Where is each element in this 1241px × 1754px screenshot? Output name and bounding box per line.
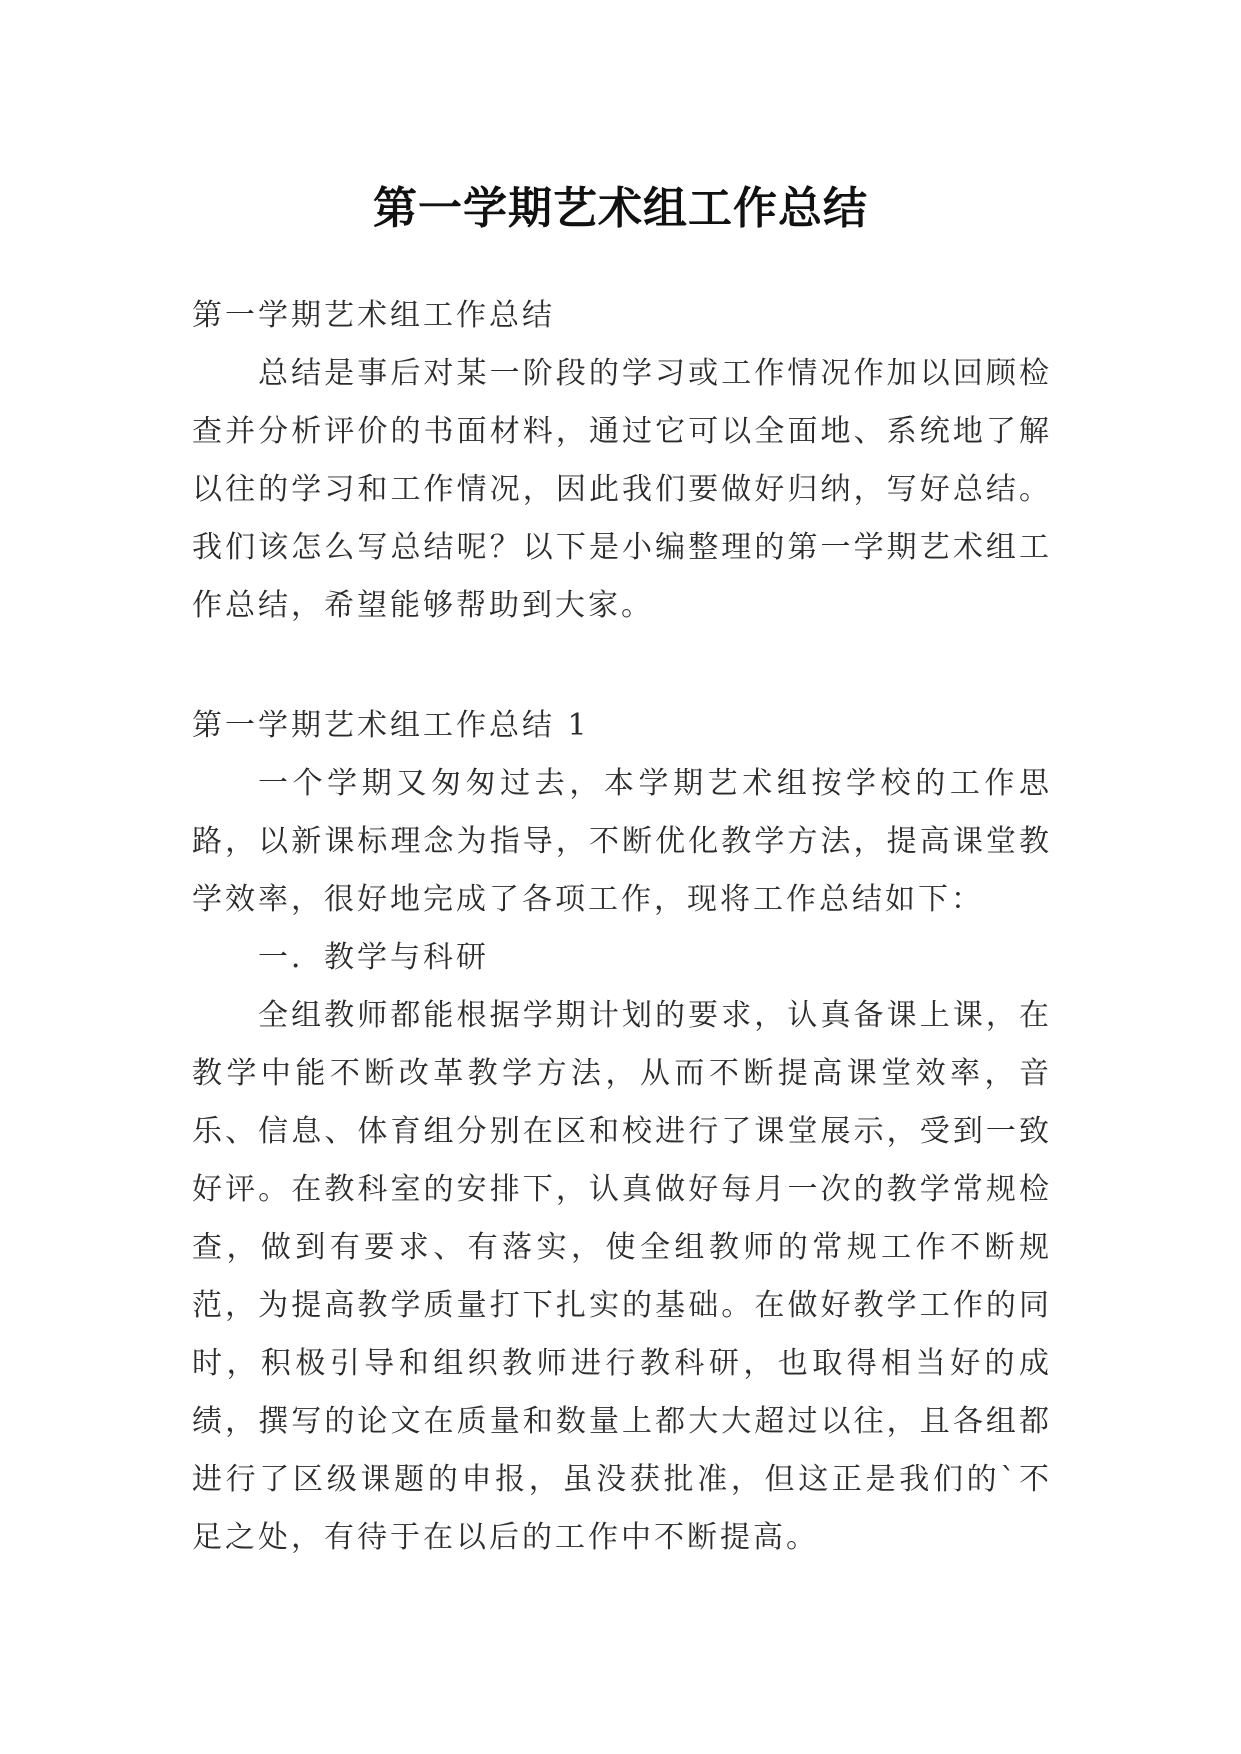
document-title: 第一学期艺术组工作总结 — [373, 183, 868, 235]
intro-section — [192, 287, 1052, 635]
intro-heading: 第一学期艺术组工作总结 — [192, 298, 555, 333]
section-1-heading: 第一学期艺术组工作总结 1 — [192, 708, 590, 743]
section-1-subheading: 一．教学与科研 — [258, 940, 489, 975]
section-1-paragraph-2: 全组教师都能根据学期计划的要求，认真备课上课，在教学中能不断改革教学方法，从而不断提高课堂效率，音乐、信息、体育组分别在区和校进行了课堂展示，受到一致好评。在教科室的安排下，认真做好每月一次的教学常规检查，做到有要求、有落实，使全组教师的常规工作不断规范，为提高教学质量打下扎实的基础。在做好教学工作的同时，积极引导和组织教师进行教科研，也取得相当好的成绩，撰写的论文在质量和数量上都大大超过以往，且各组都进行了区级课题的申报，虽没获批准，但这正是我们的`不足之处，有待于在以后的工作中不断提高。 — [192, 998, 1052, 1555]
section-1-paragraph-1: 一个学期又匆匆过去，本学期艺术组按学校的工作思路，以新课标理念为指导，不断优化教学方法，提高课堂教学效率，很好地完成了各项工作，现将工作总结如下： — [192, 766, 1052, 917]
section-1 — [192, 697, 1052, 1567]
intro-paragraph: 总结是事后对某一阶段的学习或工作情况作加以回顾检查并分析评价的书面材料，通过它可以全面地、系统地了解以往的学习和工作情况，因此我们要做好归纳，写好总结。我们该怎么写总结呢？以下是小编整理的第一学期艺术组工作总结，希望能够帮助到大家。 — [192, 356, 1052, 623]
